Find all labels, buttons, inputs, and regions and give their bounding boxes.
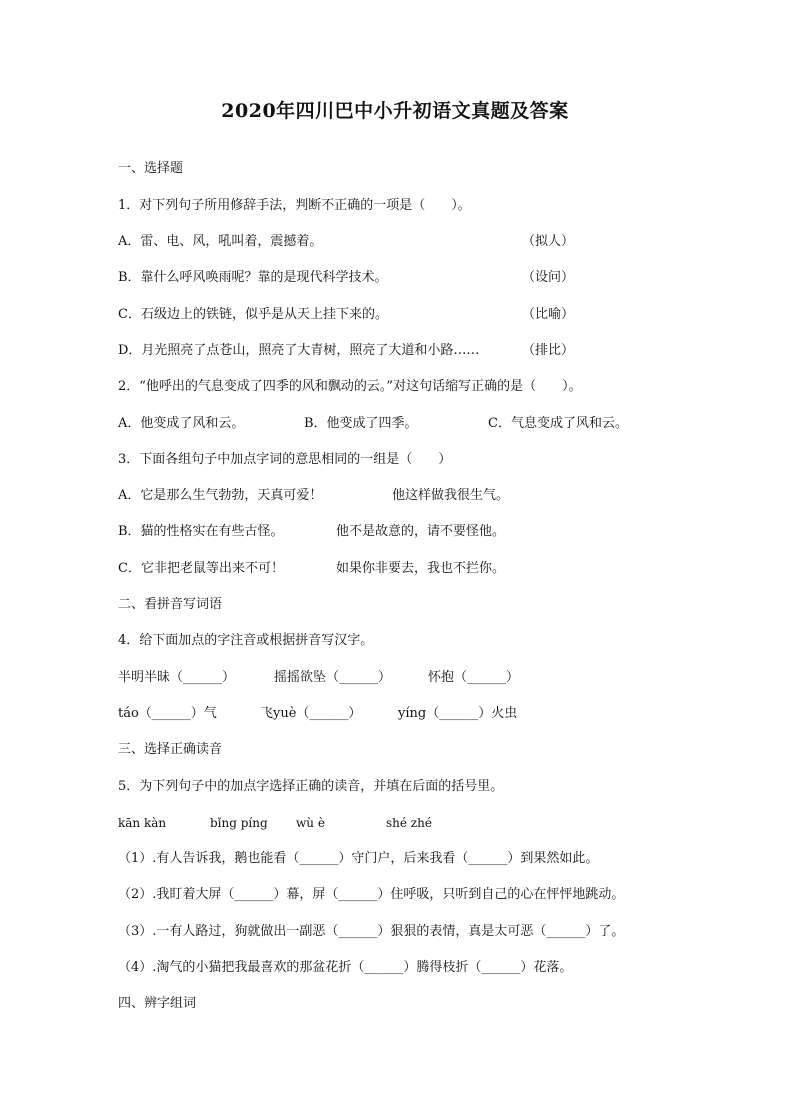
question-4-stem: 4．给下面加点的字注音或根据拼音写汉字。 bbox=[118, 633, 374, 648]
question-3-option-b bbox=[118, 523, 506, 541]
question-5-pinyin-row bbox=[118, 814, 432, 832]
option-right: 如果你非要去，我也不拦你。 bbox=[336, 561, 506, 576]
question-3-stem: 3．下面各组句子中加点字词的意思相同的一组是（ ） bbox=[118, 452, 452, 467]
blank-item: 飞yuè（______） bbox=[260, 706, 362, 721]
option-c: C．气息变成了风和云。 bbox=[488, 416, 628, 431]
question-1-option-c bbox=[118, 306, 575, 324]
option-tag: （设问） bbox=[522, 270, 575, 285]
question-2-stem: 2．“他呼出的气息变成了四季的风和飘动的云。”对这句话缩写正确的是（ ）。 bbox=[118, 379, 582, 394]
option-right: 他不是故意的，请不要怪他。 bbox=[336, 524, 506, 539]
blank-item: yíng（______）火虫 bbox=[398, 706, 518, 721]
section-heading-3: 三、选择正确读音 bbox=[118, 742, 223, 757]
question-4-row-2 bbox=[118, 705, 518, 723]
blank-item: 半明半昧（______） bbox=[118, 670, 236, 685]
option-right: 他这样做我很生气。 bbox=[392, 488, 510, 503]
question-5-stem: 5．为下列句子中的加点字选择正确的读音，并填在后面的括号里。 bbox=[118, 779, 504, 794]
option-tag: （比喻） bbox=[522, 307, 575, 322]
question-1-option-b bbox=[118, 269, 575, 287]
pinyin-option: kān kàn bbox=[118, 816, 167, 830]
blank-item: 怀抱（______） bbox=[428, 670, 520, 685]
option-left: C．它非把老鼠等出来不可！ bbox=[118, 561, 284, 576]
question-5-item-1: （1）.有人告诉我，鹅也能看（______）守门户，后来我看（______）到果然如此。 bbox=[118, 851, 599, 866]
question-2-options bbox=[118, 415, 628, 433]
option-left: A．它是那么生气勃勃，天真可爱！ bbox=[118, 488, 323, 503]
pinyin-option: bǐng píng bbox=[210, 816, 268, 830]
section-heading-4: 四、辨字组词 bbox=[118, 996, 197, 1011]
section-heading-1: 一、选择题 bbox=[118, 161, 184, 176]
option-text: B．靠什么呼风唤雨呢？靠的是现代科学技术。 bbox=[118, 270, 388, 285]
question-5-item-4: （4）.淘气的小猫把我最喜欢的那盆花折（______）腾得枝折（______）花落。 bbox=[118, 960, 573, 975]
option-b: B．他变成了四季。 bbox=[304, 416, 418, 431]
blank-item: 摇摇欲坠（______） bbox=[274, 670, 392, 685]
pinyin-option: wù è bbox=[296, 816, 325, 830]
option-text: C．石级边上的铁链，似乎是从天上挂下来的。 bbox=[118, 307, 388, 322]
question-5-item-3: （3）.一有人路过，狗就做出一副恶（______）狠狠的表情，真是太可恶（______）了。 bbox=[118, 924, 625, 939]
question-3-option-c bbox=[118, 560, 506, 578]
option-a: A．他变成了风和云。 bbox=[118, 416, 245, 431]
option-left: B．猫的性格实在有些古怪。 bbox=[118, 524, 284, 539]
option-text: D．月光照亮了点苍山，照亮了大青树，照亮了大道和小路…… bbox=[118, 343, 480, 358]
option-text: A．雷、电、风，吼叫着，震撼着。 bbox=[118, 234, 323, 249]
question-5-item-2: （2）.我盯着大屏（______）幕，屏（______）住呼吸，只听到自己的心在怦怦地跳动。 bbox=[118, 887, 625, 902]
question-4-row-1 bbox=[118, 669, 520, 687]
option-tag: （拟人） bbox=[522, 234, 575, 249]
question-1-option-d bbox=[118, 342, 575, 360]
pinyin-option: shé zhé bbox=[386, 816, 432, 830]
question-1-option-a bbox=[118, 233, 575, 251]
blank-item: táo（______）气 bbox=[118, 706, 217, 721]
page-title: 2020年四川巴中小升初语文真题及答案 bbox=[221, 100, 569, 122]
option-tag: （排比） bbox=[522, 343, 575, 358]
question-1-stem: 1．对下列句子所用修辞手法，判断不正确的一项是（ ）。 bbox=[118, 198, 471, 213]
question-3-option-a bbox=[118, 487, 510, 505]
section-heading-2: 二、看拼音写词语 bbox=[118, 597, 223, 612]
